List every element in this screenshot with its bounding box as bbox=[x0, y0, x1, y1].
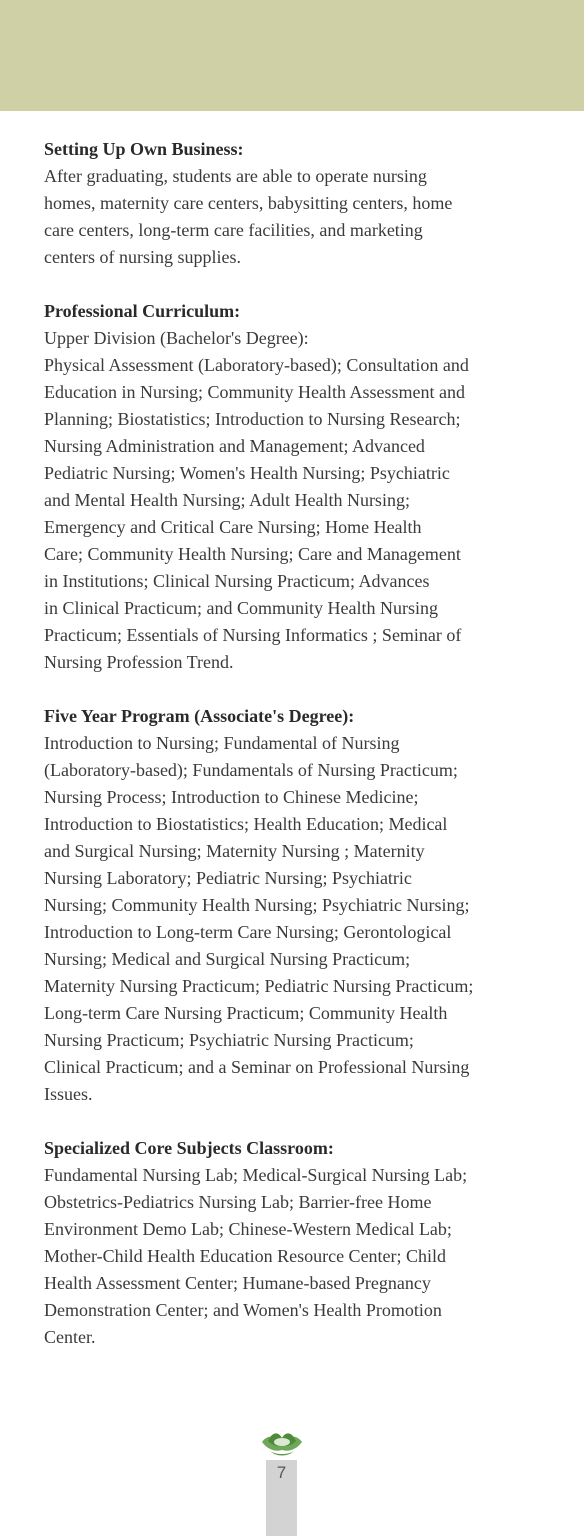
body-line: Practicum; Essentials of Nursing Informatics ; Seminar of bbox=[44, 625, 462, 645]
body-line: Fundamental Nursing Lab; Medical-Surgical Nursing Lab; bbox=[44, 1165, 468, 1185]
section-specialized-classroom bbox=[44, 1135, 544, 1351]
body-line: centers of nursing supplies. bbox=[44, 247, 241, 267]
body-line: Introduction to Biostatistics; Health Education; Medical bbox=[44, 814, 448, 834]
body-line: Long-term Care Nursing Practicum; Community Health bbox=[44, 1003, 448, 1023]
body-line: Emergency and Critical Care Nursing; Home Health bbox=[44, 517, 422, 537]
body-line: Nursing Practicum; Psychiatric Nursing Practicum; bbox=[44, 1030, 414, 1050]
section-heading: Five Year Program (Associate's Degree): bbox=[44, 706, 355, 726]
body-line: and Mental Health Nursing; Adult Health Nursing; bbox=[44, 490, 410, 510]
body-line: Environment Demo Lab; Chinese-Western Medical Lab; bbox=[44, 1219, 452, 1239]
document-body bbox=[44, 136, 544, 1378]
body-line: (Laboratory-based); Fundamentals of Nursing Practicum; bbox=[44, 760, 458, 780]
body-line: Pediatric Nursing; Women's Health Nursing; Psychiatric bbox=[44, 463, 450, 483]
section-heading: Professional Curriculum: bbox=[44, 301, 241, 321]
body-line: Planning; Biostatistics; Introduction to Nursing Research; bbox=[44, 409, 461, 429]
body-line: Nursing; Community Health Nursing; Psychiatric Nursing; bbox=[44, 895, 470, 915]
body-line: in Institutions; Clinical Nursing Practicum; Advances bbox=[44, 571, 430, 591]
body-line: Physical Assessment (Laboratory-based); Consultation and bbox=[44, 355, 469, 375]
section-professional-curriculum bbox=[44, 298, 544, 676]
body-line: Center. bbox=[44, 1327, 96, 1347]
body-line: Upper Division (Bachelor's Degree): bbox=[44, 328, 309, 348]
body-line: Introduction to Nursing; Fundamental of Nursing bbox=[44, 733, 400, 753]
body-line: Maternity Nursing Practicum; Pediatric Nursing Practicum; bbox=[44, 976, 474, 996]
body-line: and Surgical Nursing; Maternity Nursing ; Maternity bbox=[44, 841, 425, 861]
body-line: Mother-Child Health Education Resource Center; Child bbox=[44, 1246, 447, 1266]
section-heading: Setting Up Own Business: bbox=[44, 139, 244, 159]
body-line: Health Assessment Center; Humane-based Pregnancy bbox=[44, 1273, 431, 1293]
body-line: homes, maternity care centers, babysitting centers, home bbox=[44, 193, 453, 213]
page-number: 7 bbox=[276, 1463, 287, 1482]
body-line: After graduating, students are able to operate nursing bbox=[44, 166, 427, 186]
body-line: Nursing Process; Introduction to Chinese Medicine; bbox=[44, 787, 419, 807]
body-line: Clinical Practicum; and a Seminar on Professional Nursing bbox=[44, 1057, 470, 1077]
body-line: Education in Nursing; Community Health Assessment and bbox=[44, 382, 465, 402]
body-line: care centers, long-term care facilities, and marketing bbox=[44, 220, 423, 240]
body-line: Nursing; Medical and Surgical Nursing Practicum; bbox=[44, 949, 411, 969]
body-line: Nursing Administration and Management; Advanced bbox=[44, 436, 425, 456]
section-heading: Specialized Core Subjects Classroom: bbox=[44, 1138, 334, 1158]
body-line: Demonstration Center; and Women's Health Promotion bbox=[44, 1300, 442, 1320]
body-line: Obstetrics-Pediatrics Nursing Lab; Barrier-free Home bbox=[44, 1192, 432, 1212]
body-line: Care; Community Health Nursing; Care and Management bbox=[44, 544, 461, 564]
body-line: Introduction to Long-term Care Nursing; Gerontological bbox=[44, 922, 452, 942]
section-own-business bbox=[44, 136, 544, 271]
header-band bbox=[0, 0, 584, 111]
body-line: in Clinical Practicum; and Community Health Nursing bbox=[44, 598, 438, 618]
body-line: Issues. bbox=[44, 1084, 93, 1104]
body-line: Nursing Profession Trend. bbox=[44, 652, 234, 672]
body-line: Nursing Laboratory; Pediatric Nursing; Psychiatric bbox=[44, 868, 412, 888]
section-five-year-program bbox=[44, 703, 544, 1108]
lotus-emblem-icon bbox=[258, 1428, 306, 1458]
